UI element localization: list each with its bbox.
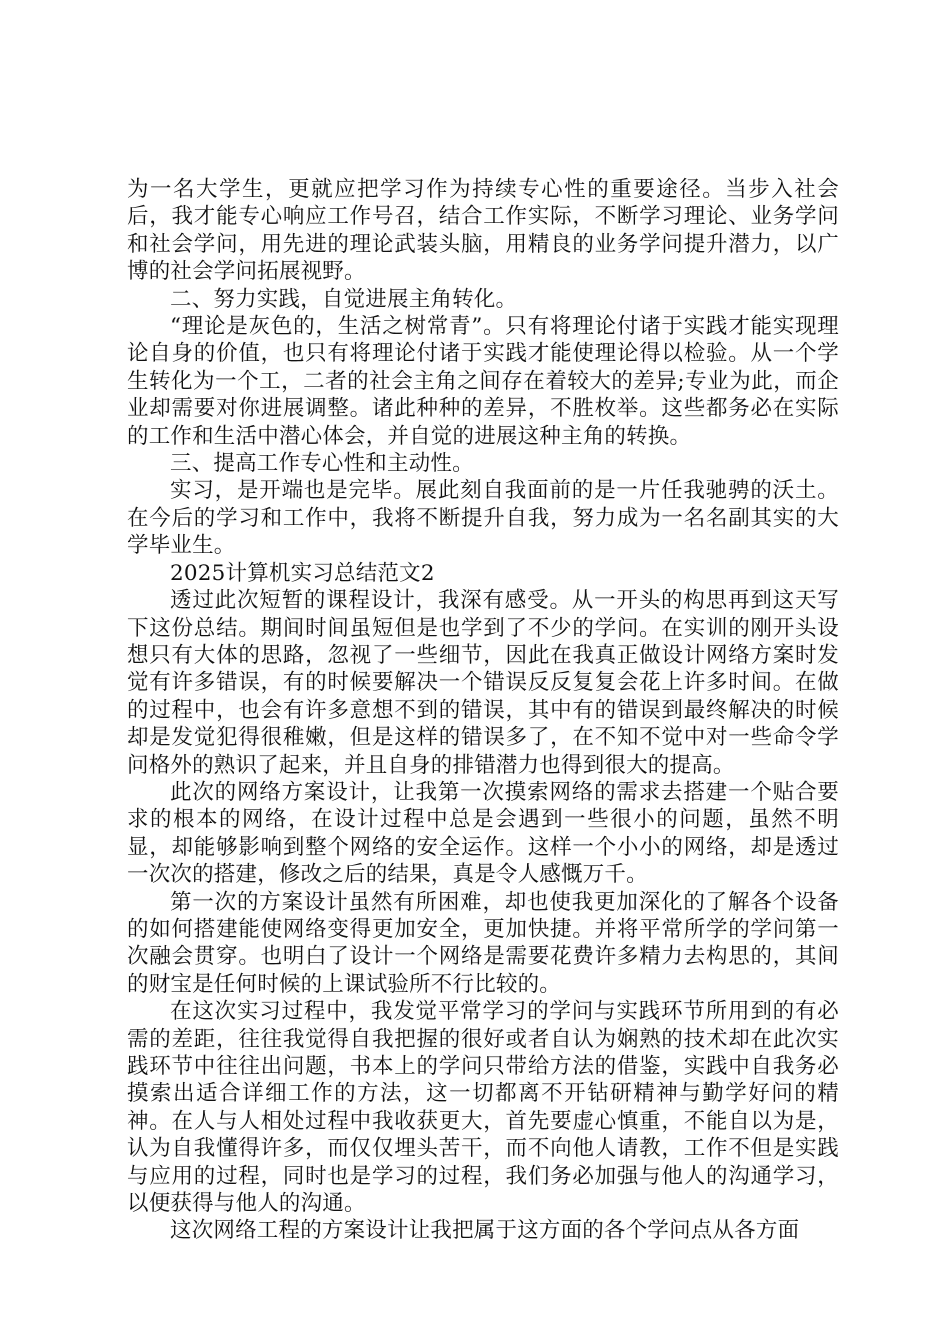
paragraph-internship: 实习，是开端也是完毕。展此刻自我面前的是一片任我驰骋的沃土。在今后的学习和工作中，我将不断提升自我，努力成为一名名副其实的大学毕业生。 (127, 478, 839, 559)
sample-title: 2025计算机实习总结范文2 (170, 560, 435, 586)
paragraph-internship-process: 在这次实习过程中，我发觉平常学习的学问与实践环节所用到的有必需的差距，往往我觉得自我把握的很好或者自认为娴熟的技术却在此次实践环节中往往出问题，书本上的学问只带给方法的借鉴，实践中自我务必摸索出适合详细工作的方法，这一切都离不开钻研精神与勤学好问的精神。在人与人相处过程中我收获更大，首先要虚心慎重，不能自以为是，认为自我懂得许多，而仅仅埋头苦干，而不向他人请教，工作不但是实践与应用的过程，同时也是学习的过程，我们务必加强与他人的沟通学习，以便获得与他人的沟通。 (127, 999, 839, 1217)
paragraph-course-design: 透过此次短暂的课程设计，我深有感受。从一开头的构思再到这天写下这份总结。期间时间虽短但是也学到了不少的学问。在实训的刚开头设想只有大体的思路，忽视了一些细节，因此在我真正做设计网络方案时发觉有许多错误，有的时候要解决一个错误反反复复会花上许多时间。在做的过程中，也会有许多意想不到的错误，其中有的错误到最终解决的时候却是发觉犯得很稚嫩，但是这样的错误多了，在不知不觉中对一些命令学问格外的熟识了起来，并且自身的排错潜力也得到很大的提高。 (127, 588, 839, 778)
section-heading-two: 二、努力实践，自觉进展主角转化。 (170, 286, 518, 312)
paragraph-first-design: 第一次的方案设计虽然有所困难，却也使我更加深化的了解各个设备的如何搭建能使网络变得更加安全，更加快捷。并将平常所学的学问第一次融会贯穿。也明白了设计一个网络是需要花费许多精力去构思的，其间的财宝是任何时候的上课试验所不行比较的。 (127, 889, 839, 997)
paragraph-network-design: 此次的网络方案设计，让我第一次摸索网络的需求去搭建一个贴合要求的根本的网络，在设计过程中总是会遇到一些很小的问题，虽然不明显，却能够影响到整个网络的安全运作。这样一个小小的网络，却是透过一次次的搭建，修改之后的结果，真是令人感慨万千。 (127, 779, 839, 888)
paragraph-final: 这次网络工程的方案设计让我把属于这方面的各个学问点从各方面 (170, 1218, 800, 1244)
section-heading-three: 三、提高工作专心性和主动性。 (170, 451, 474, 477)
paragraph-continuation: 为一名大学生，更就应把学习作为持续专心性的重要途径。当步入社会后，我才能专心响应工作号召，结合工作实际，不断学习理论、业务学问和社会学问，用先进的理论武装头脑，用精良的业务学问提升潜力，以广博的社会学问拓展视野。 (127, 177, 839, 285)
document-page (127, 176, 839, 1245)
paragraph-theory-practice: “理论是灰色的，生活之树常青”。只有将理论付诸于实践才能实现理论自身的价值，也只有将理论付诸于实践才能使理论得以检验。从一个学生转化为一个工，二者的社会主角之间存在着较大的差异;专业为此，而企业却需要对你进展调整。诸此种种的差异，不胜枚举。这些都务必在实际的工作和生活中潜心体会，并自觉的进展这种主角的转换。 (127, 314, 839, 449)
